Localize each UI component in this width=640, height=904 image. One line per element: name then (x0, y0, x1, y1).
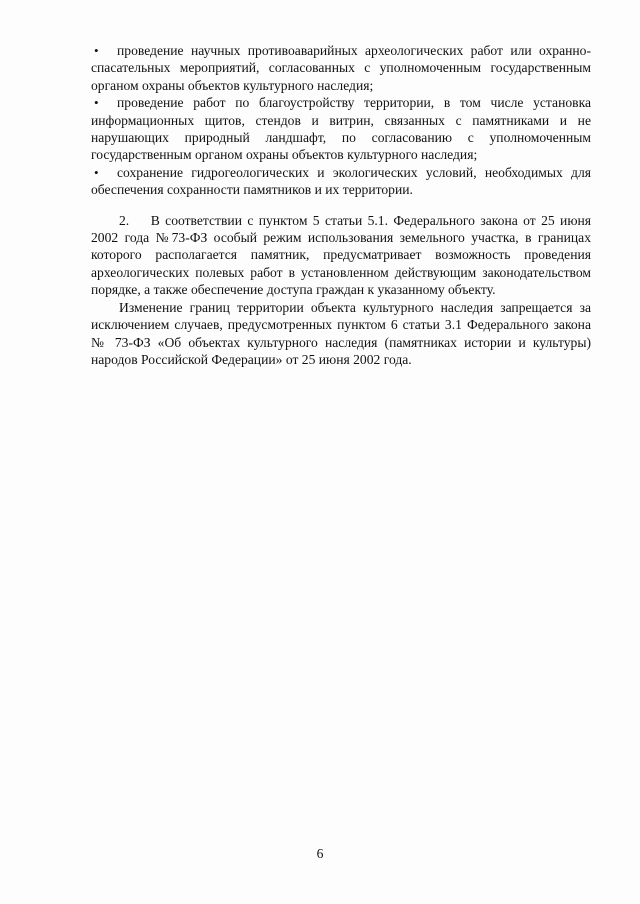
bullet-item (91, 164, 591, 199)
bullet-item (91, 94, 591, 164)
bullet-item (91, 42, 591, 94)
bullet-text: проведение работ по благоустройству территории, в том числе установка информационных щитов, стендов и витрин, связанных с памятниками и не нарушающих природный ландшафт, по согласованию с уполномоченным государственным органом охраны объектов культурного наследия; (91, 95, 591, 163)
document-body (91, 42, 595, 368)
spacer (91, 199, 591, 212)
bullet-icon: • (94, 164, 99, 180)
bullet-icon: • (94, 95, 99, 111)
paragraph: 2. В соответствии с пунктом 5 статьи 5.1. Федерального закона от 25 июня 2002 года №73-ФЗ особый режим использования земельного участка, в границах которого располагается памятник, предусматривает возможность проведения археологических полевых работ в установленном действующим законодательством порядке, а также обеспечение доступа граждан к указанному объекту. (91, 212, 595, 298)
bullet-text: сохранение гидрогеологических и экологических условий, необходимых для обеспечения сохранности памятников и их территории. (91, 164, 591, 198)
bullet-icon: • (94, 43, 99, 58)
page-number: 6 (316, 846, 324, 861)
bullet-text: проведение научных противоаварийных археологических работ или охранно-спасательных мероприятий, согласованных с уполномоченным государственным органом охраны объектов культурного наследия; (91, 43, 591, 93)
paragraph: Изменение границ территории объекта культурного наследия запрещается за исключением случаев, предусмотренных пунктом 6 статьи 3.1 Федерального закона № 73-ФЗ «Об объектах культурного наследия (памятниках истории и культуры) народов Российской Федерации» от 25 июня 2002 года. (91, 299, 591, 367)
